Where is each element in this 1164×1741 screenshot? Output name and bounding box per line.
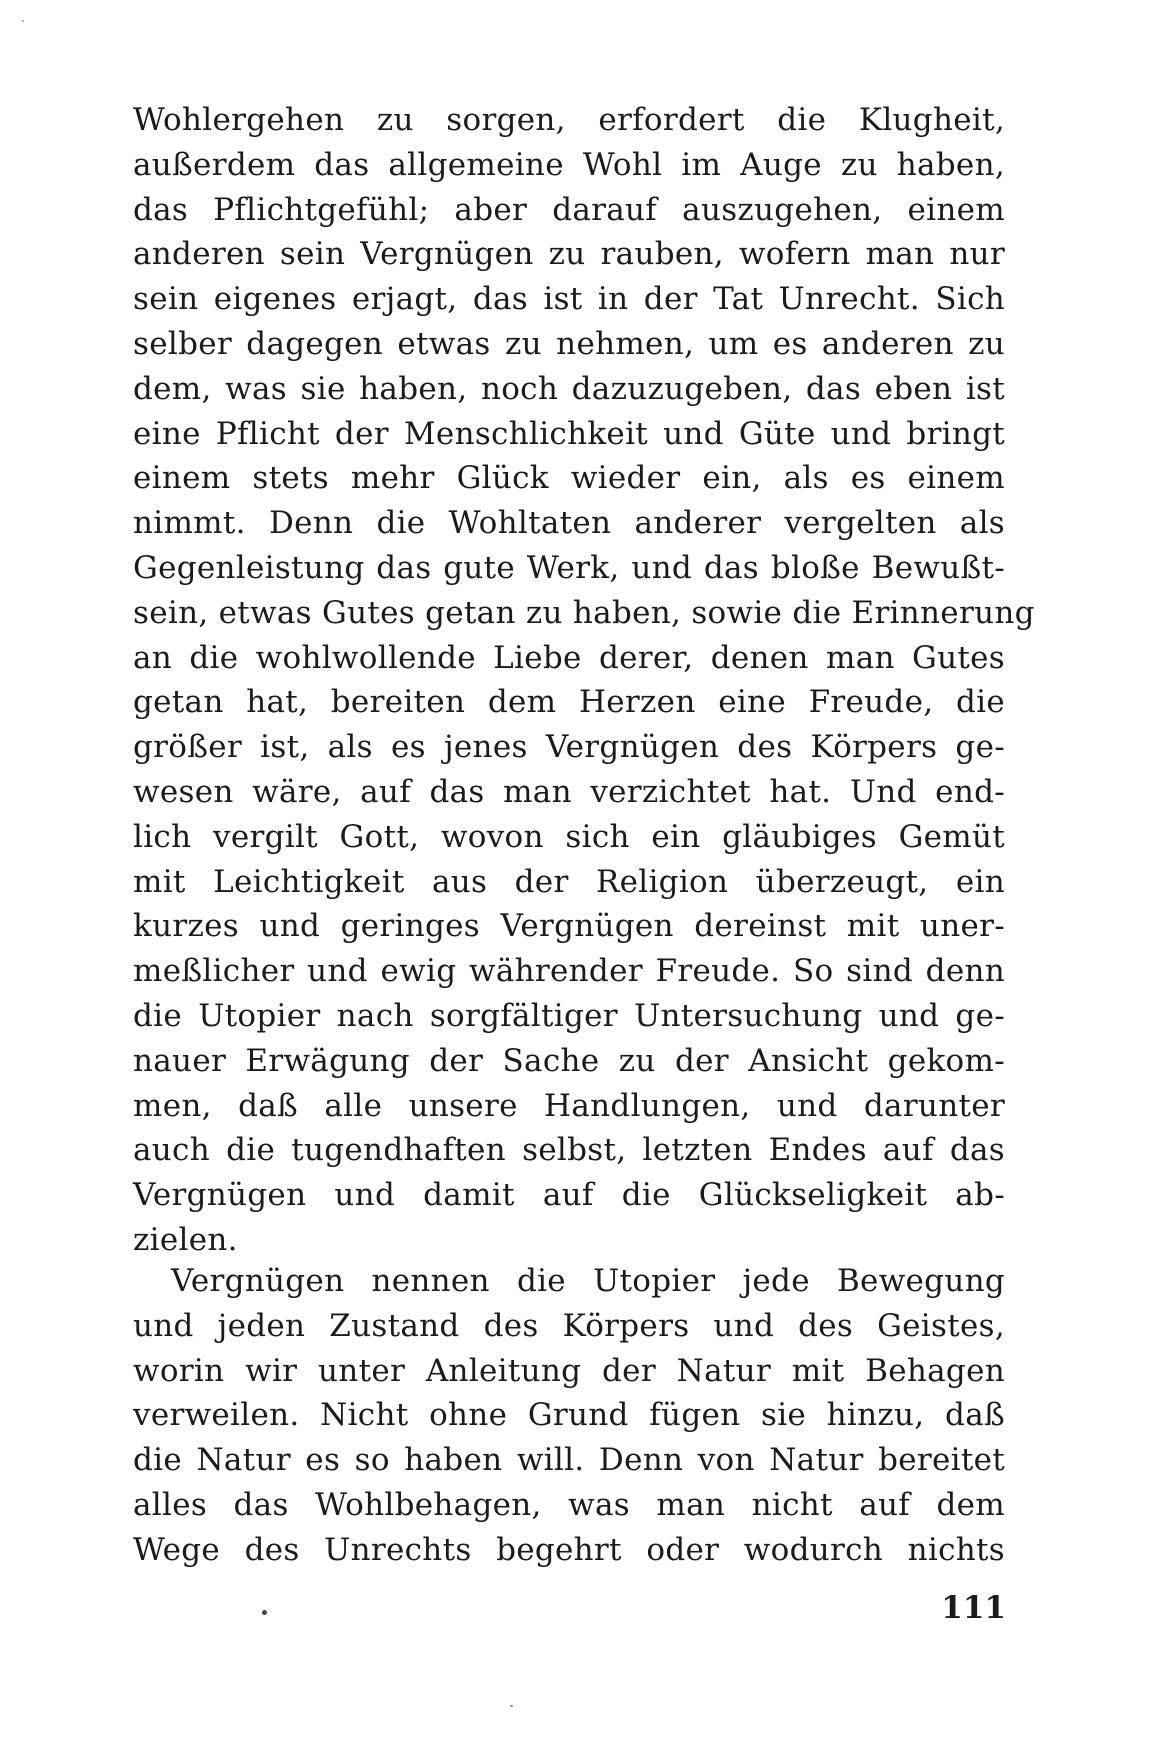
- text-line: meßlicher und ewig währender Freude. So sind denn: [133, 953, 1005, 990]
- text-line: nauer Erwägung der Sache zu der Ansicht gekom-: [133, 1042, 1005, 1079]
- text-line: die Natur es so haben will. Denn von Natur bereitet: [133, 1442, 1005, 1479]
- ink-speck: [262, 1610, 267, 1615]
- text-line: größer ist, als es jenes Vergnügen des Körpers ge-: [133, 729, 1005, 766]
- text-line: die Utopier nach sorgfältiger Untersuchung und ge-: [133, 997, 1005, 1034]
- text-line: auch die tugendhaften selbst, letzten Endes auf das: [133, 1132, 1005, 1169]
- text-line: dem, was sie haben, noch dazuzugeben, das eben ist: [133, 370, 1005, 407]
- text-line: men, daß alle unsere Handlungen, und darunter: [133, 1087, 1005, 1124]
- text-line: sein eigenes erjagt, das ist in der Tat Unrecht. Sich: [133, 281, 1005, 318]
- text-line: alles das Wohlbehagen, was man nicht auf dem: [133, 1486, 1005, 1523]
- text-line: nimmt. Denn die Wohltaten anderer vergelten als: [133, 505, 1005, 542]
- paragraph-1: [133, 98, 1035, 1263]
- text-line: Vergnügen nennen die Utopier jede Bewegung: [171, 1263, 1005, 1299]
- text-line: Vergnügen und damit auf die Glückseligkeit ab-: [133, 1177, 1005, 1214]
- text-line: das Pflichtgefühl; aber darauf auszugehen, einem: [133, 191, 1005, 228]
- page-number: 111: [941, 1590, 1006, 1626]
- text-line: wesen wäre, auf das man verzichtet hat. Und end-: [133, 773, 1005, 810]
- text-line: anderen sein Vergnügen zu rauben, wofern man nur: [133, 236, 1005, 273]
- text-line: verweilen. Nicht ohne Grund fügen sie hinzu, daß: [133, 1397, 1005, 1434]
- text-line: eine Pflicht der Menschlichkeit und Güte und bringt: [133, 415, 1005, 452]
- text-line: Wege des Unrechts begehrt oder wodurch nichts: [133, 1531, 1005, 1568]
- text-line: getan hat, bereiten dem Herzen eine Freude, die: [133, 684, 1005, 721]
- text-line: sein, etwas Gutes getan zu haben, sowie die Erinnerung: [133, 594, 1035, 631]
- text-line: kurzes und geringes Vergnügen dereinst mit uner-: [133, 908, 1005, 945]
- text-line: worin wir unter Anleitung der Natur mit Behagen: [133, 1352, 1005, 1389]
- text-line: außerdem das allgemeine Wohl im Auge zu haben,: [133, 146, 1005, 183]
- ink-speck: [510, 1705, 513, 1707]
- paragraph-2: [133, 1259, 1005, 1573]
- text-line: Gegenleistung das gute Werk, und das bloße Bewußt-: [133, 549, 1005, 586]
- text-line: an die wohlwollende Liebe derer, denen man Gutes: [133, 639, 1005, 676]
- text-line: lich vergilt Gott, wovon sich ein gläubiges Gemüt: [133, 818, 1005, 855]
- ink-speck: [22, 20, 24, 22]
- text-line: einem stets mehr Glück wieder ein, als es einem: [133, 460, 1005, 497]
- text-line: selber dagegen etwas zu nehmen, um es anderen zu: [133, 325, 1005, 362]
- text-line: zielen.: [133, 1221, 238, 1258]
- text-line: mit Leichtigkeit aus der Religion überzeugt, ein: [133, 863, 1005, 900]
- text-line: und jeden Zustand des Körpers und des Geistes,: [133, 1307, 1005, 1344]
- text-line: Wohlergehen zu sorgen, erfordert die Klugheit,: [133, 102, 1005, 138]
